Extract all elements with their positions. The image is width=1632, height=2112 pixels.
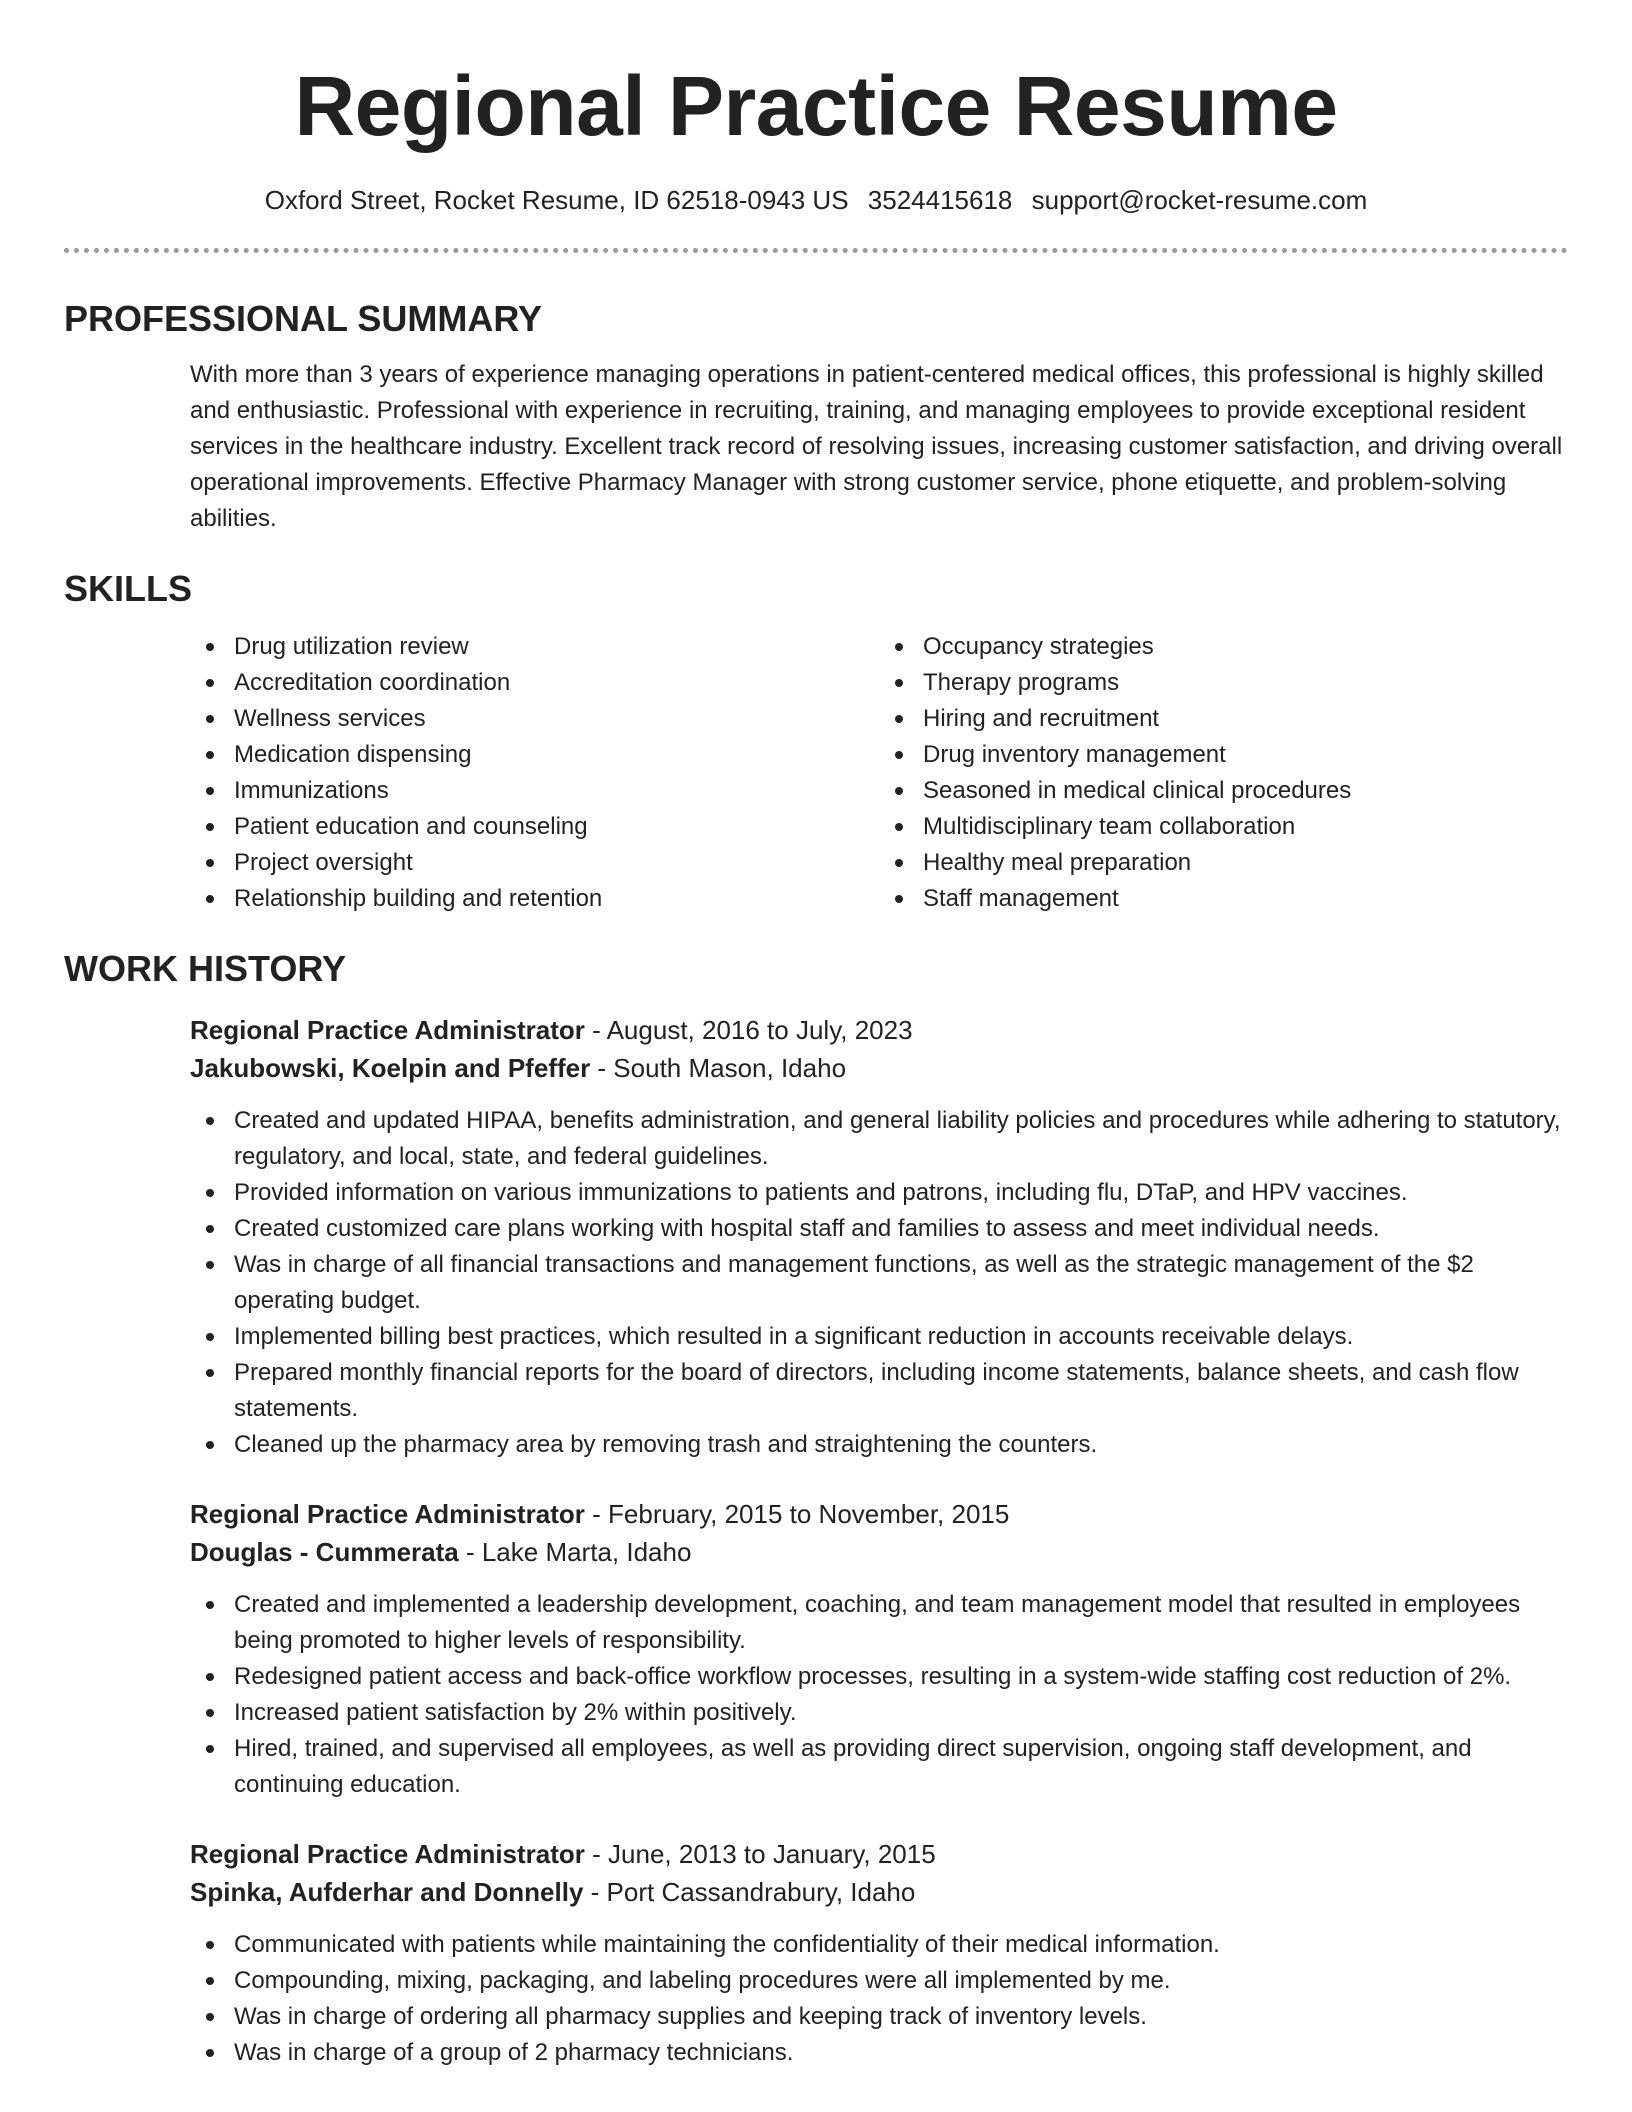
job-location: - Port Cassandrabury, Idaho	[583, 1877, 916, 1907]
skills-section	[64, 567, 1568, 917]
job-bullet: Was in charge of all financial transactions and management functions, as well as the strategic management of the $2 operating budget.	[190, 1247, 1568, 1319]
skill-item: Medication dispensing	[190, 737, 879, 773]
job-title: Regional Practice Administrator	[190, 1839, 585, 1869]
job-company-line	[190, 1873, 1568, 1911]
job-location: - South Mason, Idaho	[590, 1053, 847, 1083]
skill-item: Therapy programs	[879, 665, 1568, 701]
job-company: Spinka, Aufderhar and Donnelly	[190, 1877, 584, 1907]
job-bullet: Cleaned up the pharmacy area by removing trash and straightening the counters.	[190, 1427, 1568, 1463]
skill-item: Patient education and counseling	[190, 809, 879, 845]
job-bullet: Provided information on various immunizations to patients and patrons, including flu, DTaP, and HPV vaccines.	[190, 1175, 1568, 1211]
job-bullet: Was in charge of a group of 2 pharmacy technicians.	[190, 2035, 1568, 2071]
job-bullets	[190, 1927, 1568, 2071]
job-bullets	[190, 1103, 1568, 1463]
skill-item: Relationship building and retention	[190, 881, 879, 917]
skill-item: Occupancy strategies	[879, 629, 1568, 665]
job-bullet: Created customized care plans working with hospital staff and families to assess and meet individual needs.	[190, 1211, 1568, 1247]
contact-line	[64, 182, 1568, 218]
job-bullet: Created and implemented a leadership development, coaching, and team management model that resulted in employees being promoted to higher levels of responsibility.	[190, 1587, 1568, 1659]
skills-columns	[64, 629, 1568, 917]
summary-text: With more than 3 years of experience managing operations in patient-centered medical offices, this professional is highly skilled and enthusiastic. Professional with experience in recruiting, training, and managing employees to provide exceptional resident services in the healthcare industry. Excellent track record of resolving issues, increasing customer satisfaction, and driving overall operational improvements. Effective Pharmacy Manager with strong customer service, phone etiquette, and problem-solving abilities.	[190, 361, 1563, 532]
contact-email: support@rocket-resume.com	[1031, 185, 1368, 215]
skill-item: Seasoned in medical clinical procedures	[879, 773, 1568, 809]
skill-item: Multidisciplinary team collaboration	[879, 809, 1568, 845]
job-title-line	[190, 1495, 1568, 1533]
summary-heading: PROFESSIONAL SUMMARY	[64, 298, 543, 339]
skills-right-list	[879, 629, 1568, 917]
job-title: Regional Practice Administrator	[190, 1499, 585, 1529]
skill-item: Drug inventory management	[879, 737, 1568, 773]
job-company: Douglas - Cummerata	[190, 1537, 459, 1567]
job-company-line	[190, 1533, 1568, 1571]
job-bullet: Communicated with patients while maintaining the confidentiality of their medical information.	[190, 1927, 1568, 1963]
skill-item: Project oversight	[190, 845, 879, 881]
job-bullet: Created and updated HIPAA, benefits administration, and general liability policies and procedures while adhering to statutory, regulatory, and local, state, and federal guidelines.	[190, 1103, 1568, 1175]
skill-item: Healthy meal preparation	[879, 845, 1568, 881]
job-bullet: Compounding, mixing, packaging, and labeling procedures were all implemented by me.	[190, 1963, 1568, 1999]
job-bullet: Hired, trained, and supervised all employees, as well as providing direct supervision, ongoing staff development, and continuing education.	[190, 1731, 1568, 1803]
work-history-heading: WORK HISTORY	[64, 948, 347, 989]
skill-item: Hiring and recruitment	[879, 701, 1568, 737]
job-entry	[64, 1835, 1568, 2071]
job-dates: - February, 2015 to November, 2015	[584, 1499, 1010, 1529]
job-bullet: Implemented billing best practices, which resulted in a significant reduction in accounts receivable delays.	[190, 1319, 1568, 1355]
job-dates: - June, 2013 to January, 2015	[584, 1839, 936, 1869]
job-company: Jakubowski, Koelpin and Pfeffer	[190, 1053, 591, 1083]
skill-item: Immunizations	[190, 773, 879, 809]
job-bullets	[190, 1587, 1568, 1803]
job-title: Regional Practice Administrator	[190, 1015, 585, 1045]
skill-item: Drug utilization review	[190, 629, 879, 665]
resume-title: Regional Practice Resume	[294, 59, 1338, 153]
job-bullet: Was in charge of ordering all pharmacy supplies and keeping track of inventory levels.	[190, 1999, 1568, 2035]
work-history-section	[64, 947, 1568, 2071]
job-location: - Lake Marta, Idaho	[458, 1537, 692, 1567]
job-bullet: Increased patient satisfaction by 2% within positively.	[190, 1695, 1568, 1731]
skill-item: Accreditation coordination	[190, 665, 879, 701]
job-entry	[64, 1011, 1568, 1463]
job-title-line	[190, 1835, 1568, 1873]
job-title-line	[190, 1011, 1568, 1049]
summary-section	[64, 297, 1568, 537]
job-dates: - August, 2016 to July, 2023	[584, 1015, 913, 1045]
job-bullet: Redesigned patient access and back-office workflow processes, resulting in a system-wide staffing cost reduction of 2%.	[190, 1659, 1568, 1695]
job-company-line	[190, 1049, 1568, 1087]
skill-item: Staff management	[879, 881, 1568, 917]
contact-phone: 3524415618	[867, 185, 1013, 215]
contact-address: Oxford Street, Rocket Resume, ID 62518-0943 US	[264, 185, 849, 215]
skills-heading: SKILLS	[64, 568, 193, 609]
skills-left-list	[190, 629, 879, 917]
header-divider	[64, 248, 1568, 253]
skill-item: Wellness services	[190, 701, 879, 737]
job-entry	[64, 1495, 1568, 1803]
job-bullet: Prepared monthly financial reports for the board of directors, including income statements, balance sheets, and cash flow statements.	[190, 1355, 1568, 1427]
